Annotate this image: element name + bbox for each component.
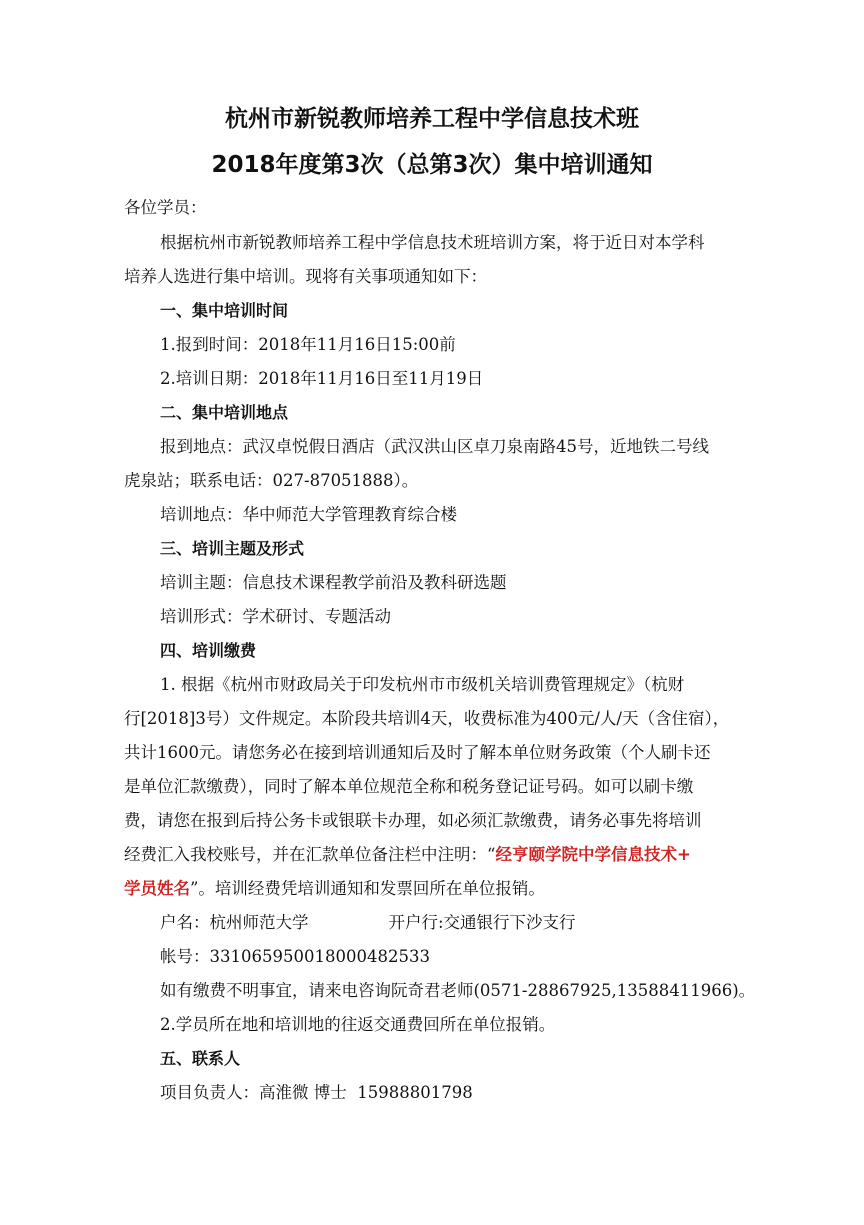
bank-account-line (160, 911, 576, 935)
training-format: 培训形式：学术研讨、专题活动 (160, 607, 391, 626)
document-title: 杭州市新锐教师培养工程中学信息技术班 (225, 106, 639, 132)
remittance-note-highlight: 经亨颐学院中学信息技术+ (495, 845, 691, 864)
section-heading-theme: 三、培训主题及形式 (160, 539, 305, 558)
fee-inquiry: 如有缴费不明事宜，请来电咨询阮奇君老师(0571-28867925,13588411966)。 (160, 981, 756, 1000)
intro-line-1: 根据杭州市新锐教师培养工程中学信息技术班培训方案，将于近日对本学科 (160, 233, 705, 252)
fee-paragraph-line-6 (124, 843, 691, 867)
salutation: 各位学员： (124, 198, 207, 217)
fee-paragraph-line-5: 费，请您在报到后持公务卡或银联卡办理，如必须汇款缴费，请务必事先将培训 (124, 811, 702, 830)
fee-paragraph-line-1: 1. 根据《杭州市财政局关于印发杭州市市级机关培训费管理规定》（杭财 (160, 675, 685, 694)
fee-paragraph-line-4: 是单位汇款缴费），同时了解本单位规范全称和税务登记证号码。如可以刷卡缴 (124, 777, 694, 796)
section-heading-contact: 五、联系人 (160, 1049, 241, 1068)
training-dates: 2.培训日期：2018年11月16日至11月19日 (160, 369, 484, 388)
training-location: 培训地点：华中师范大学管理教育综合楼 (160, 505, 457, 524)
report-location-line-1: 报到地点：武汉卓悦假日酒店（武汉洪山区卓刀泉南路45号，近地铁二号线 (160, 437, 709, 456)
intro-line-2: 培养人选进行集中培训。现将有关事项通知如下： (124, 267, 487, 286)
fee-paragraph-line-7 (124, 877, 545, 901)
travel-reimbursement: 2.学员所在地和培训地的往返交通费回所在单位报销。 (160, 1015, 556, 1034)
fee-paragraph-line-7-text: ”。培训经费凭培训通知和发票回所在单位报销。 (190, 879, 545, 898)
report-location-line-2: 虎泉站；联系电话：027-87051888）。 (124, 471, 419, 490)
report-time: 1.报到时间：2018年11月16日15:00前 (160, 335, 456, 354)
remittance-note-highlight-2: 学员姓名 (124, 879, 190, 898)
training-theme: 培训主题：信息技术课程教学前沿及教科研选题 (160, 573, 507, 592)
section-heading-time: 一、集中培训时间 (160, 301, 289, 320)
fee-paragraph-line-6-text: 经费汇入我校账号，并在汇款单位备注栏中注明：“ (124, 845, 496, 864)
bank-name: 开户行:交通银行下沙支行 (388, 913, 576, 932)
document-subtitle: 2018年度第3次（总第3次）集中培训通知 (211, 152, 653, 178)
account-number: 帐号：331065950018000482533 (160, 947, 430, 966)
project-contact: 项目负责人：高淮微 博士 15988801798 (160, 1083, 473, 1102)
fee-paragraph-line-3: 共计1600元。请您务必在接到培训通知后及时了解本单位财务政策（个人刷卡还 (124, 743, 711, 762)
section-heading-fees: 四、培训缴费 (160, 641, 257, 660)
account-name: 户名：杭州师范大学 (160, 913, 309, 932)
section-heading-location: 二、集中培训地点 (160, 403, 289, 422)
fee-paragraph-line-2: 行[2018]3号）文件规定。本阶段共培训4天，收费标准为400元/人/天（含住宿）， (124, 709, 730, 728)
